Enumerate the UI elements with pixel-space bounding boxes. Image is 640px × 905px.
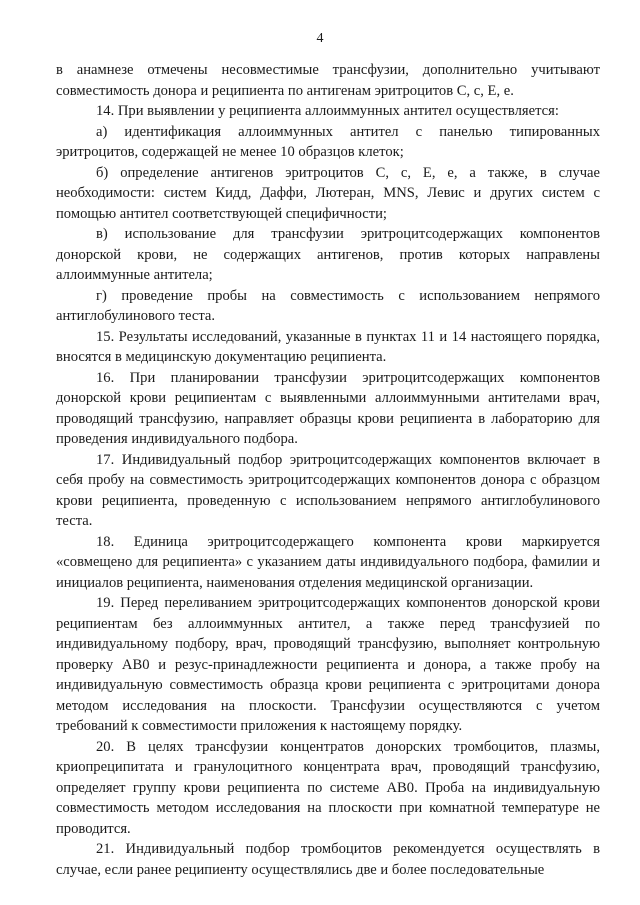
paragraph-subitem-a: а) идентификация аллоиммунных антител с панелью типированных эритроцитов, содержащей не менее 10 образцов клеток; (56, 123, 600, 160)
paragraph-subitem-b: б) определение антигенов эритроцитов С, с, Е, е, а также, в случае необходимости: систем Кидд, Даффи, Лютеран, MNS, Левис и других систем с помощью антител соответствующей специфичности; (56, 164, 600, 222)
page-number: 4 (316, 31, 324, 46)
paragraph-subitem-v: в) использование для трансфузии эритроцитсодержащих компонентов донорской крови, не содержащих антигенов, против которых направлены аллоиммунные антитела; (56, 226, 600, 283)
document-body (56, 60, 600, 880)
paragraph-item-20: 20. В целях трансфузии концентратов донорских тромбоцитов, плазмы, криопреципитата и гранулоцитного концентрата врач, проводящий трансфузию, определяет группу крови реципиента по системе АВ0. Проба на индивидуальную совместимость методом исследования на плоскости при комнатной температуре не проводится. (56, 738, 600, 837)
paragraph-item-15: 15. Результаты исследований, указанные в пунктах 11 и 14 настоящего порядка, вносятся в медицинскую документацию реципиента. (56, 328, 600, 365)
paragraph-item-18: 18. Единица эритроцитсодержащего компонента крови маркируется «совмещено для реципиента» с указанием даты индивидуального подбора, фамилии и инициалов реципиента, наименования отделения медицинской организации. (56, 533, 600, 591)
paragraph-item-19: 19. Перед переливанием эритроцитсодержащих компонентов донорской крови реципиентам без аллоиммунных антител, а также перед трансфузией по индивидуальному подбору, врач, проводящий трансфузию, выполняет контрольную проверку АВ0 и резус-принадлежности реципиента и донора, а также пробу на индивидуальную совместимость образца крови реципиента с эритроцитами донора методом исследования на плоскости. Трансфузии осуществляются с учетом требований к совместимости приложения к настоящему порядку. (56, 595, 600, 734)
paragraph-item-21: 21. Индивидуальный подбор тромбоцитов рекомендуется осуществлять в случае, если ранее реципиенту осуществлялись две и более последовательные (56, 841, 600, 878)
paragraph-subitem-g: г) проведение пробы на совместимость с использованием непрямого антиглобулинового теста. (56, 287, 600, 324)
paragraph-item-14: 14. При выявлении у реципиента аллоиммунных антител осуществляется: (96, 103, 559, 119)
paragraph-item-16: 16. При планировании трансфузии эритроцитсодержащих компонентов донорской крови реципиентам с выявленными аллоиммунными антителами врач, проводящий трансфузию, направляет образцы крови реципиента в лабораторию для проведения индивидуального подбора. (56, 369, 600, 447)
paragraph-item-17: 17. Индивидуальный подбор эритроцитсодержащих компонентов включает в себя пробу на совместимость эритроцитсодержащих компонентов донора с образцом крови реципиента, проведенную с использованием непрямого антиглобулинового теста. (56, 451, 600, 529)
paragraph-continuation: в анамнезе отмечены несовместимые трансфузии, дополнительно учитывают совместимость донора и реципиента по антигенам эритроцитов С, с, Е, е. (56, 62, 600, 99)
